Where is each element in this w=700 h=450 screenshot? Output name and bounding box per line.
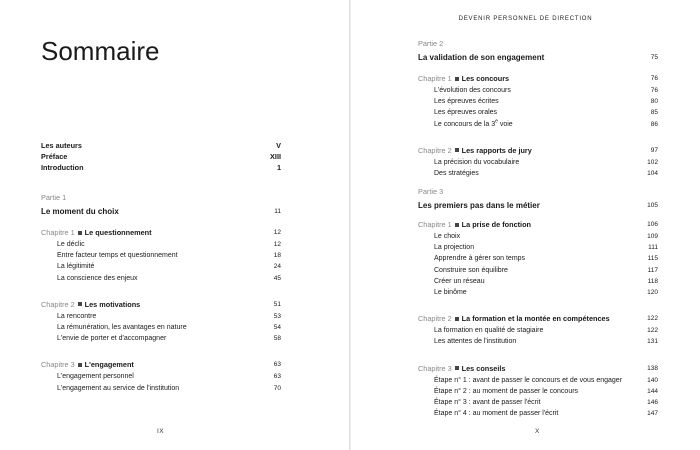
toc-item[interactable]: Les épreuves orales 85 <box>434 109 658 117</box>
square-bullet-icon <box>78 231 82 235</box>
toc-item[interactable]: La précision du vocabulaire 102 <box>434 158 658 166</box>
toc-item[interactable]: Le concours de la 3e voie 86 <box>434 118 658 128</box>
toc-item[interactable]: Le binôme 120 <box>434 288 658 296</box>
toc-item[interactable]: L'engagement personnel 63 <box>57 373 281 381</box>
chapter-entry[interactable]: Chapitre 2 Les motivations 51 <box>41 299 281 309</box>
toc-item[interactable]: Étape n° 2 : au moment de passer le concours 144 <box>434 387 658 395</box>
toc-item[interactable]: La légitimité 24 <box>57 263 281 271</box>
chapter-entry[interactable]: Chapitre 2 Les rapports de jury 97 <box>418 145 658 155</box>
front-matter-list <box>41 140 281 174</box>
page-title: Sommaire <box>41 36 160 66</box>
page-number: X <box>535 428 540 435</box>
square-bullet-icon <box>78 302 82 306</box>
part-label: Partie 2 <box>418 39 444 48</box>
toc-item[interactable]: La rencontre 53 <box>57 312 281 320</box>
toc-item[interactable]: Le choix 109 <box>434 233 658 240</box>
square-bullet-icon <box>455 223 459 227</box>
toc-entry-auteurs[interactable]: Les auteurs V <box>41 141 281 150</box>
toc-item[interactable]: Des stratégies 104 <box>434 169 658 177</box>
chapter-entry[interactable]: Chapitre 3 Les conseils 138 <box>418 363 658 373</box>
toc-item[interactable]: Étape n° 4 : au moment de passer l'écrit 147 <box>434 410 658 418</box>
toc-item[interactable]: L'engagement au service de l'institution 70 <box>57 384 281 392</box>
toc-entry-preface[interactable]: Préface XIII <box>41 152 281 162</box>
part-title[interactable]: Les premiers pas dans le métier 105 <box>418 201 658 210</box>
toc-item[interactable]: Apprendre à gérer son temps 115 <box>434 255 658 263</box>
toc-item[interactable]: Entre facteur temps et questionnement 18 <box>57 252 281 260</box>
toc-item[interactable]: La rémunération, les avantages en nature 54 <box>57 323 281 331</box>
chapter-entry[interactable]: Chapitre 2 La formation et la montée en compétences 122 <box>418 314 658 324</box>
toc-item[interactable]: L'envie de porter et d'accompagner 58 <box>57 335 281 343</box>
chapter-entry[interactable]: Chapitre 1 La prise de fonction 106 <box>418 220 658 229</box>
running-head: DEVENIR PERSONNEL DE DIRECTION <box>458 16 593 22</box>
square-bullet-icon <box>455 148 459 152</box>
toc-item[interactable]: La projection 111 <box>434 244 658 252</box>
square-bullet-icon <box>78 363 82 367</box>
toc-item[interactable]: Les attentes de l'institution 131 <box>434 338 658 346</box>
part-title[interactable]: Le moment du choix 11 <box>41 207 281 216</box>
toc-item[interactable]: Construire son équilibre 117 <box>434 266 658 274</box>
chapter-entry[interactable]: Chapitre 1 Les concours 76 <box>418 74 658 83</box>
left-page <box>0 0 349 450</box>
toc-item[interactable]: La formation en qualité de stagiaire 122 <box>434 327 658 335</box>
toc-entry-introduction[interactable]: Introduction 1 <box>41 163 281 173</box>
right-page <box>351 0 700 450</box>
toc-item[interactable]: L'évolution des concours 76 <box>434 87 658 94</box>
part-2-block <box>418 37 658 179</box>
part-1-block <box>41 191 281 394</box>
toc-item[interactable]: Étape n° 3 : avant de passer l'écrit 146 <box>434 398 658 406</box>
part-title[interactable]: La validation de son engagement 75 <box>418 53 658 62</box>
square-bullet-icon <box>455 366 459 370</box>
toc-item[interactable]: Créer un réseau 118 <box>434 277 658 285</box>
toc-item[interactable]: Les épreuves écrites 80 <box>434 98 658 106</box>
part-label: Partie 3 <box>418 187 444 196</box>
chapter-entry[interactable]: Chapitre 3 L'engagement 63 <box>41 360 281 370</box>
page-number: IX <box>157 428 165 435</box>
square-bullet-icon <box>455 317 459 321</box>
chapter-entry[interactable]: Chapitre 1 Le questionnement 12 <box>41 228 281 237</box>
toc-item[interactable]: La conscience des enjeux 45 <box>57 274 281 282</box>
part-3-block <box>418 185 658 419</box>
toc-item[interactable]: Le déclic 12 <box>57 241 281 248</box>
square-bullet-icon <box>455 77 459 81</box>
part-label: Partie 1 <box>41 193 67 202</box>
toc-item[interactable]: Étape n° 1 : avant de passer le concours et de vous engager 140 <box>434 376 658 384</box>
